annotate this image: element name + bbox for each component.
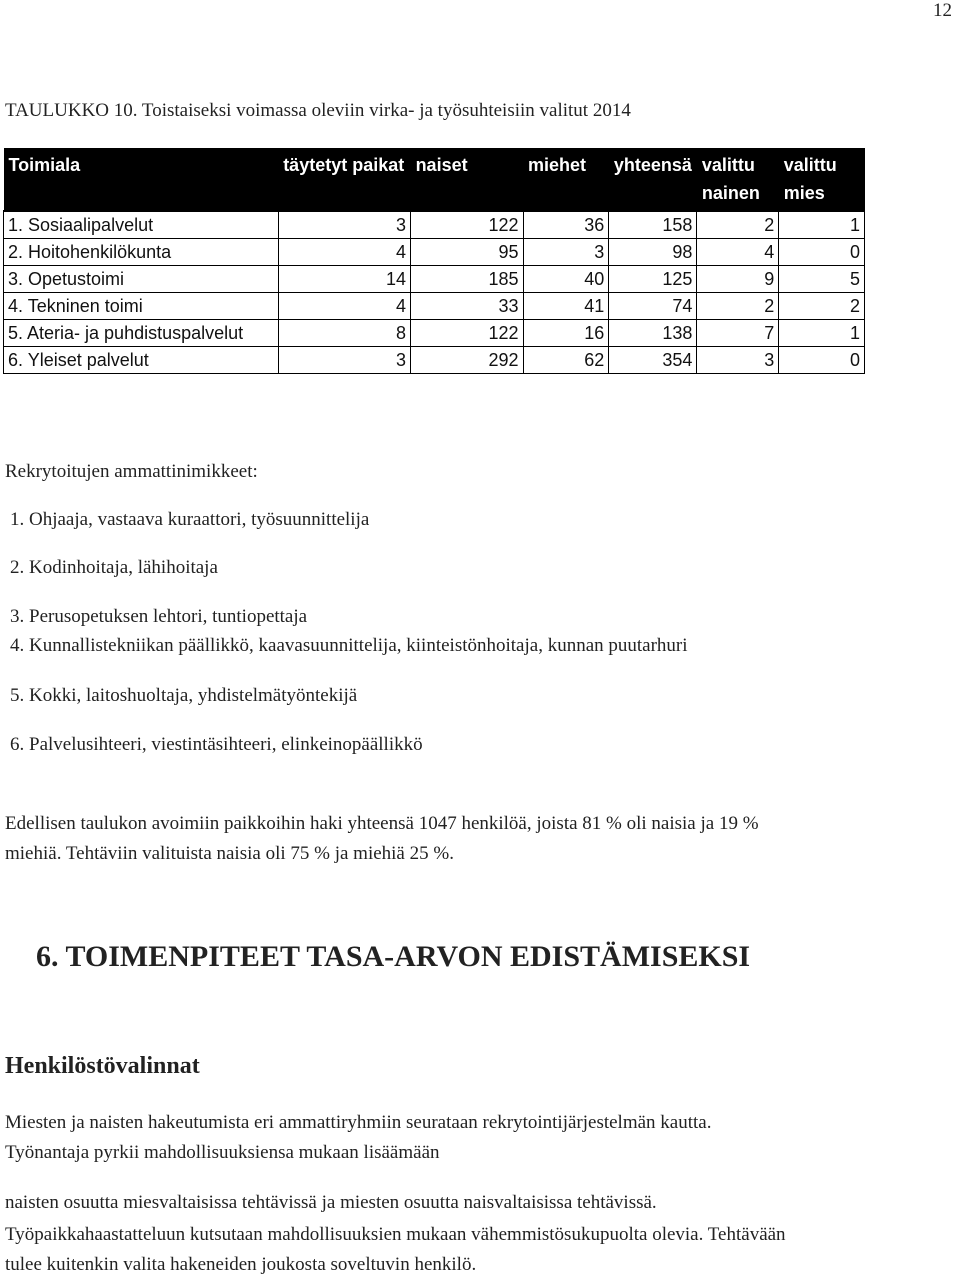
column-header: valittu mies [779,148,865,211]
table-cell: 4 [697,239,779,266]
table-cell: 3 [278,211,410,239]
table-cell: 9 [697,266,779,293]
table-cell: 5 [779,266,865,293]
table-cell: 41 [523,293,609,320]
table-cell: 3 [697,347,779,374]
list-item: 3. Perusopetuksen lehtori, tuntiopettaja [10,606,308,627]
body-line: tulee kuitenkin valita hakeneiden joukosta soveltuvin henkilö. [5,1254,477,1275]
table-cell: 185 [411,266,523,293]
summary-paragraph: miehiä. Tehtäviin valituista naisia oli 75 % ja miehiä 25 %. [5,843,454,864]
table-cell: 0 [779,239,865,266]
table-row [4,266,865,293]
table-cell: 0 [779,347,865,374]
table-cell: 36 [523,211,609,239]
table-cell: 3 [523,239,609,266]
section-heading: 6. TOIMENPITEET TASA-ARVON EDISTÄMISEKSI [36,940,751,973]
table-cell: 125 [609,266,697,293]
column-header: valittu nainen [697,148,779,211]
column-header: täytetyt paikat [278,148,410,211]
table-cell: 5. Ateria- ja puhdistuspalvelut [4,320,279,347]
table-cell: 1 [779,320,865,347]
table-cell: 4. Tekninen toimi [4,293,279,320]
table-cell: 4 [278,239,410,266]
table-row [4,211,865,239]
table-cell: 3. Opetustoimi [4,266,279,293]
table-row [4,347,865,374]
table-row [4,293,865,320]
page-number: 12 [933,0,952,21]
table-cell: 292 [411,347,523,374]
list-item: 1. Ohjaaja, vastaava kuraattori, työsuunnittelija [10,509,370,530]
table-row [4,239,865,266]
table-cell: 158 [609,211,697,239]
body-line: Työnantaja pyrkii mahdollisuuksiensa mukaan lisäämään [5,1142,440,1163]
table-cell: 33 [411,293,523,320]
table-cell: 138 [609,320,697,347]
recruitment-table [3,148,865,374]
table-cell: 40 [523,266,609,293]
table-cell: 2 [697,293,779,320]
column-header: naiset [411,148,523,211]
subsection-heading: Henkilöstövalinnat [5,1053,200,1079]
table-cell: 122 [411,320,523,347]
body-line: Miesten ja naisten hakeutumista eri ammattiryhmiin seurataan rekrytointijärjestelmän kautta. [5,1112,712,1133]
list-item: 2. Kodinhoitaja, lähihoitaja [10,557,218,578]
table-cell: 2 [697,211,779,239]
table-header-row [4,148,865,211]
list-item: 6. Palvelusihteeri, viestintäsihteeri, elinkeinopäällikkö [10,734,423,755]
list-item: 5. Kokki, laitoshuoltaja, yhdistelmätyöntekijä [10,685,358,706]
table-cell: 3 [278,347,410,374]
table-row [4,320,865,347]
body-line: naisten osuutta miesvaltaisissa tehtävissä ja miesten osuutta naisvaltaisissa tehtävissä. [5,1192,657,1213]
body-line: Työpaikkahaastatteluun kutsutaan mahdollisuuksien mukaan vähemmistösukupuolta olevia. Tehtävään [5,1224,786,1245]
table-cell: 1. Sosiaalipalvelut [4,211,279,239]
table-cell: 98 [609,239,697,266]
table-cell: 62 [523,347,609,374]
table-cell: 4 [278,293,410,320]
list-item: 4. Kunnallistekniikan päällikkö, kaavasuunnittelija, kiinteistönhoitaja, kunnan puutarhuri [10,635,688,656]
table-cell: 16 [523,320,609,347]
table-cell: 6. Yleiset palvelut [4,347,279,374]
table-cell: 2 [779,293,865,320]
column-header: yhteensä [609,148,697,211]
summary-paragraph: Edellisen taulukon avoimiin paikkoihin haki yhteensä 1047 henkilöä, joista 81 % oli naisia ja 19 % [5,813,759,834]
table-cell: 2. Hoitohenkilökunta [4,239,279,266]
table-caption: TAULUKKO 10. Toistaiseksi voimassa oleviin virka- ja työsuhteisiin valitut 2014 [5,100,631,121]
table-cell: 8 [278,320,410,347]
column-header: miehet [523,148,609,211]
table-cell: 14 [278,266,410,293]
titles-heading: Rekrytoitujen ammattinimikkeet: [5,461,258,482]
table-cell: 1 [779,211,865,239]
table-cell: 122 [411,211,523,239]
table-cell: 354 [609,347,697,374]
column-header: Toimiala [4,148,279,211]
table-cell: 74 [609,293,697,320]
table-cell: 95 [411,239,523,266]
table-cell: 7 [697,320,779,347]
